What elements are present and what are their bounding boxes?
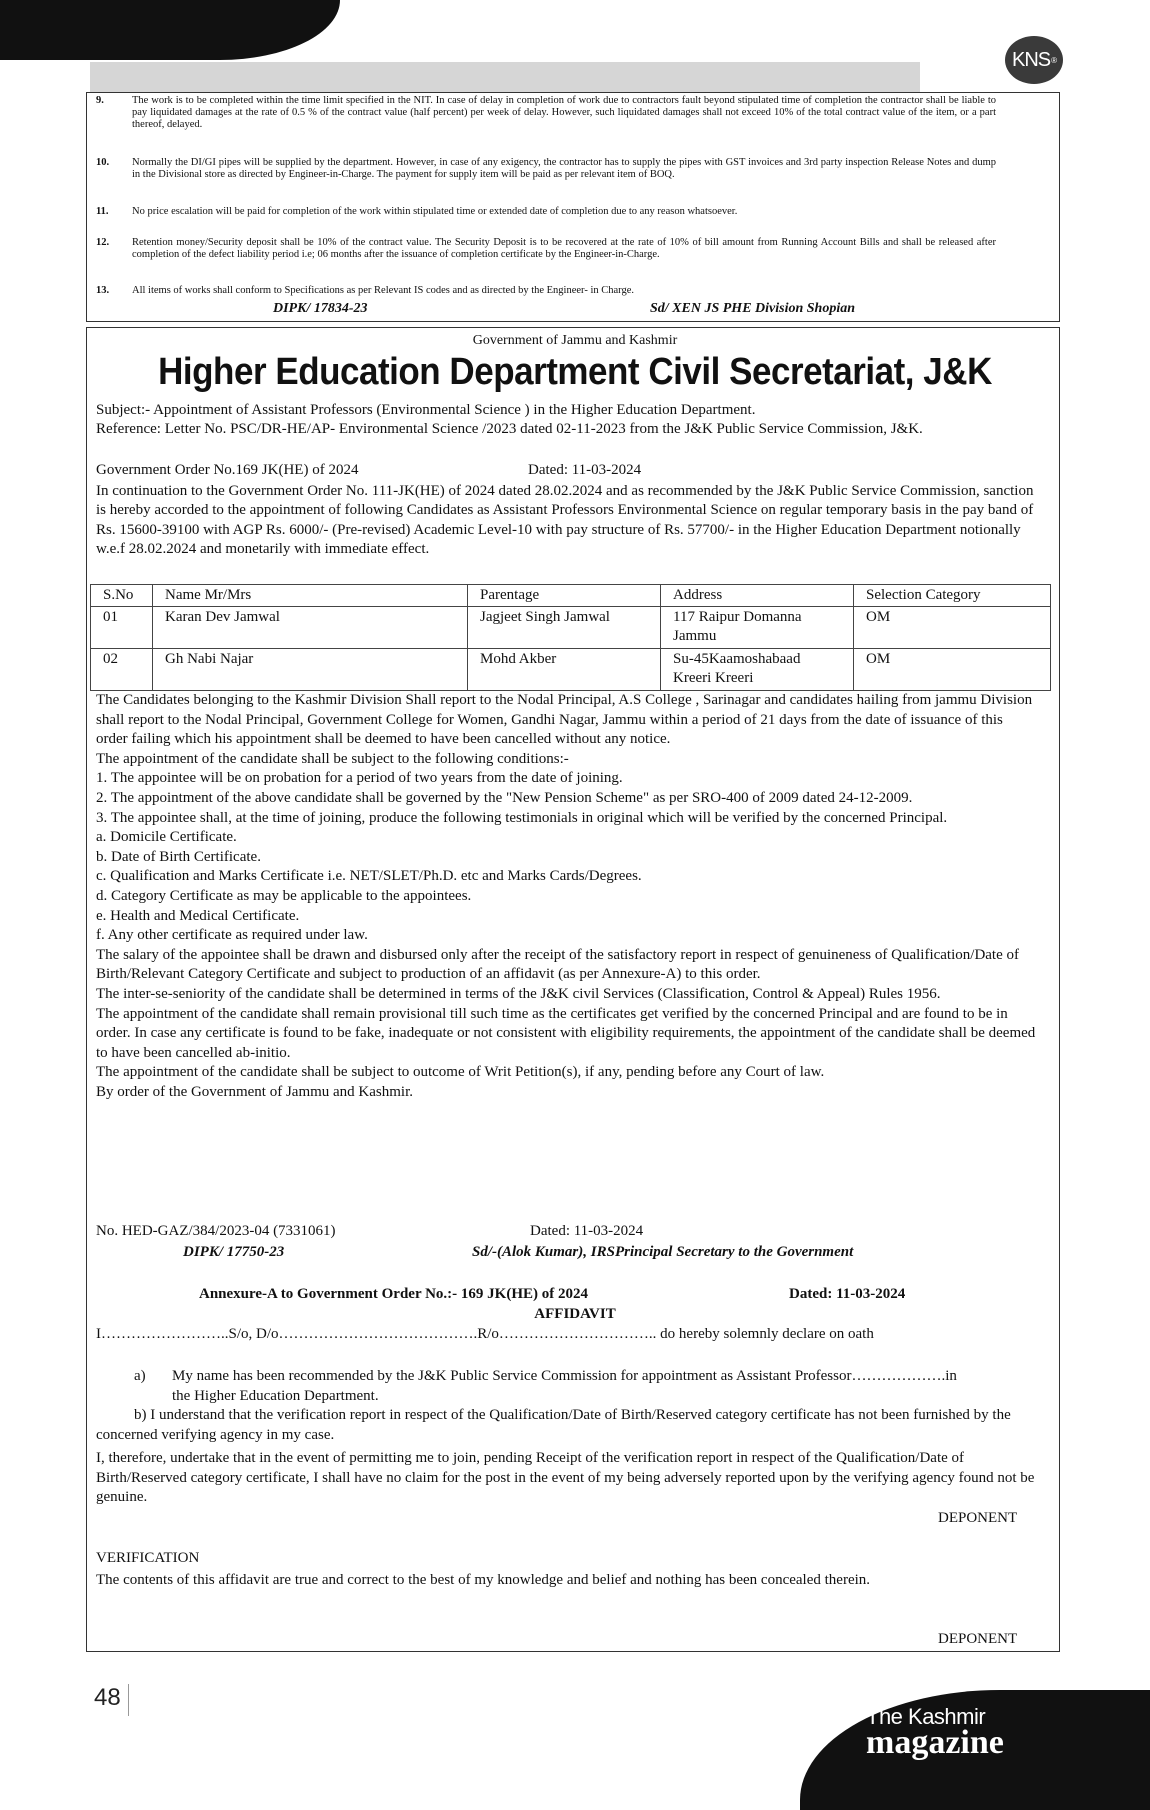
table-cell: Mohd Akber xyxy=(468,649,661,691)
magazine-logo xyxy=(866,1706,1004,1760)
order-subject-block xyxy=(96,401,1038,440)
annexure-title: Annexure-A to Government Order No.:- 169 JK(HE) of 2024 xyxy=(199,1286,588,1302)
table-header: Selection Category xyxy=(854,585,1051,607)
table-cell: 01 xyxy=(91,607,153,649)
candidates-table xyxy=(90,584,1051,691)
table-header: Address xyxy=(661,585,854,607)
order-number: Government Order No.169 JK(HE) of 2024 xyxy=(96,462,359,478)
report-paragraph: The Candidates belonging to the Kashmir Division Shall report to the Nodal Principal, A.S College , Sarinagar and candidates hailing from jammu Division shall report to the Nodal Principal, Government College for Women, Gandhi Nagar, Jammu within a period of 21 days from the date of issuance of this order failing which his appointment shall be deemed to have been cancelled without any notice. xyxy=(96,692,1033,748)
nit-item-number: 13. xyxy=(96,285,110,296)
annexure-dated: Dated: 11-03-2024 xyxy=(789,1286,906,1302)
table-header: Parentage xyxy=(468,585,661,607)
page-number-divider xyxy=(128,1684,129,1716)
nit-item-text: Normally the DI/GI pipes will be supplied by the department. However, in case of any exigency, the contractor has to supply the pipes with GST invoices and 3rd party inspection Release Notes and dump in the Divisional store as directed by Engineer-in-Charge. The payment for supply item will be paid as per relevant item of BOQ. xyxy=(132,157,996,181)
affidavit-item-a: My name has been recommended by the J&K Public Service Commission for appointment as Assistant Professor……………….in the Higher Education Department. xyxy=(172,1368,957,1404)
verification-heading: VERIFICATION xyxy=(96,1550,200,1566)
order-subject: Subject:- Appointment of Assistant Professors (Environmental Science ) in the Higher Education Department. xyxy=(96,402,756,418)
testimonial-f: f. Any other certificate as required under law. xyxy=(96,927,368,944)
header-strip xyxy=(90,62,920,92)
testimonial-b: b. Date of Birth Certificate. xyxy=(96,848,261,865)
magazine-logo-line1: The Kashmir xyxy=(866,1704,986,1729)
by-order-line: By order of the Government of Jammu and Kashmir. xyxy=(96,1083,414,1100)
deponent-label: DEPONENT xyxy=(938,1510,1018,1526)
magazine-logo-line2: magazine xyxy=(866,1724,1004,1761)
order-dated: Dated: 11-03-2024 xyxy=(528,462,642,478)
table-row xyxy=(91,649,1051,691)
order-reference: Reference: Letter No. PSC/DR-HE/AP- Environmental Science /2023 dated 02-11-2023 from the J&K Public Service Commission, J&K. xyxy=(96,421,923,438)
table-row xyxy=(91,607,1051,649)
verification-text: The contents of this affidavit are true and correct to the best of my knowledge and belief and nothing has been concealed therein. xyxy=(96,1572,871,1588)
closing-dated: Dated: 11-03-2024 xyxy=(530,1223,644,1239)
seniority-paragraph: The inter-se-seniority of the candidate shall be determined in terms of the J&K civil Services (Classification, Control & Appeal) Rules 1956. xyxy=(96,985,941,1002)
nit-item-text: The work is to be completed within the time limit specified in the NIT. In case of delay in completion of work due to contractors fault beyond stipulated time of completion the contractor shall be liable to pay liquidated damages at the rate of 0.5 % of the contract value (half percent) per week of delay. However, such liquidated damages shall not exceed 10% of the total contract value of the item, or a part thereof, delayed. xyxy=(132,95,996,131)
order-intro-text: In continuation to the Government Order No. 111-JK(HE) of 2024 dated 28.02.2024 and as recommended by the J&K Public Service Commission, sanction is hereby accorded to the appointment of following Candidates as Assistant Professors Environmental Science on regular temporary basis in the pay band of Rs. 15600-39100 with AGP Rs. 6000/- (Pre-revised) Academic Level-10 with pay structure of Rs. 57700/- in the Higher Education Department notionally w.e.f 28.02.2024 and monetarily with immediate effect. xyxy=(96,483,1034,558)
table-cell: OM xyxy=(854,607,1051,649)
condition-2: 2. The appointment of the above candidate shall be governed by the "New Pension Scheme" as per SRO-400 of 2009 dated 24-12-2009. xyxy=(96,789,913,806)
affidavit-heading: AFFIDAVIT xyxy=(534,1306,616,1322)
order-intro xyxy=(96,482,1038,560)
affidavit-item-a-label: a) xyxy=(134,1368,146,1384)
affidavit-undertaking: I, therefore, undertake that in the event of permitting me to join, pending Receipt of the verification report in respect of the Qualification/Date of Birth/Reserved category certificate, I shall have no claim for the post in the event of my being adversely reported upon by the verifying agency found not be genuine. xyxy=(96,1450,1035,1506)
kns-logo-mark: ® xyxy=(1051,55,1057,65)
table-cell: Gh Nabi Najar xyxy=(153,649,468,691)
nit-item-number: 9. xyxy=(96,95,104,106)
table-cell: OM xyxy=(854,649,1051,691)
kns-logo xyxy=(1005,36,1063,84)
affidavit-declare: I……………………..S/o, D/o………………………………….R/o………………………….. do hereby solemnly declare on oath xyxy=(96,1326,874,1342)
testimonial-a: a. Domicile Certificate. xyxy=(96,829,237,846)
nit-item-text: Retention money/Security deposit shall be 10% of the contract value. The Security Deposit is to be recovered at the rate of 10% of bill amount from Running Account Bills and shall be released after completion of the defect liability period i.e; 06 months after the issuance of completion certificate by the Engineer-in-Charge. xyxy=(132,237,996,261)
kns-logo-text: KNS xyxy=(1011,48,1051,71)
nit-dipk-number: DIPK/ 17834-23 xyxy=(273,301,368,316)
order-reference-number: No. HED-GAZ/384/2023-04 (7331061) xyxy=(96,1223,336,1239)
order-dipk-number: DIPK/ 17750-23 xyxy=(183,1244,285,1260)
conditions-intro: The appointment of the candidate shall be subject to the following conditions:- xyxy=(96,750,569,767)
table-cell: Jagjeet Singh Jamwal xyxy=(468,607,661,649)
department-title: Higher Education Department Civil Secretariat, J&K xyxy=(158,351,992,393)
deponent-label-2: DEPONENT xyxy=(938,1631,1018,1647)
nit-item-number: 12. xyxy=(96,237,110,248)
government-header: Government of Jammu and Kashmir xyxy=(472,333,678,348)
table-header: Name Mr/Mrs xyxy=(153,585,468,607)
nit-signature: Sd/ XEN JS PHE Division Shopian xyxy=(650,301,856,316)
condition-1: 1. The appointee will be on probation for a period of two years from the date of joining. xyxy=(96,770,623,787)
testimonial-e: e. Health and Medical Certificate. xyxy=(96,907,300,924)
nit-item-text: All items of works shall conform to Specifications as per Relevant IS codes and as directed by the Engineer- in Charge. xyxy=(132,285,635,296)
salary-paragraph: The salary of the appointee shall be drawn and disbursed only after the receipt of the satisfactory report in respect of genuineness of Qualification/Date of Birth/Relevant Category Certificate and subject to production of an affidavit (as per Annexure-A) to this order. xyxy=(96,946,1019,983)
table-cell: Su-45Kaamoshabaad Kreeri Kreeri xyxy=(661,649,854,691)
table-cell: Karan Dev Jamwal xyxy=(153,607,468,649)
order-signature: Sd/-(Alok Kumar), IRSPrincipal Secretary to the Government xyxy=(472,1244,854,1260)
testimonial-d: d. Category Certificate as may be applicable to the appointees. xyxy=(96,887,472,904)
writ-paragraph: The appointment of the candidate shall be subject to outcome of Writ Petition(s), if any, pending before any Court of law. xyxy=(96,1064,825,1081)
provisional-paragraph: The appointment of the candidate shall remain provisional till such time as the certificates get verified by the concerned Principal and are found to be in order. In case any certificate is found to be fake, inadequate or not consistent with eligibility requirements, the appointment of the candidate shall be deemed to have been cancelled ab-initio. xyxy=(96,1005,1036,1061)
table-cell: 02 xyxy=(91,649,153,691)
conditions-block xyxy=(96,691,1038,1102)
nit-item-number: 10. xyxy=(96,157,110,168)
table-cell: 117 Raipur Domanna Jammu xyxy=(661,607,854,649)
nit-item-text: No price escalation will be paid for completion of the work within stipulated time or extended date of completion due to any reason whatsoever. xyxy=(132,206,738,217)
page-number: 48 xyxy=(94,1684,121,1711)
corner-decoration-top xyxy=(0,0,340,60)
condition-3: 3. The appointee shall, at the time of joining, produce the following testimonials in original which will be verified by the concerned Principal. xyxy=(96,809,948,826)
affidavit-item-b: b) I understand that the verification report in respect of the Qualification/Date of Birth/Reserved category certificate has not been furnished by the concerned verifying agency in my case. xyxy=(96,1407,1011,1443)
table-header: S.No xyxy=(91,585,153,607)
testimonial-c: c. Qualification and Marks Certificate i.e. NET/SLET/Ph.D. etc and Marks Cards/Degrees. xyxy=(96,868,642,885)
table-header-row xyxy=(91,585,1051,607)
nit-item-number: 11. xyxy=(96,206,109,217)
